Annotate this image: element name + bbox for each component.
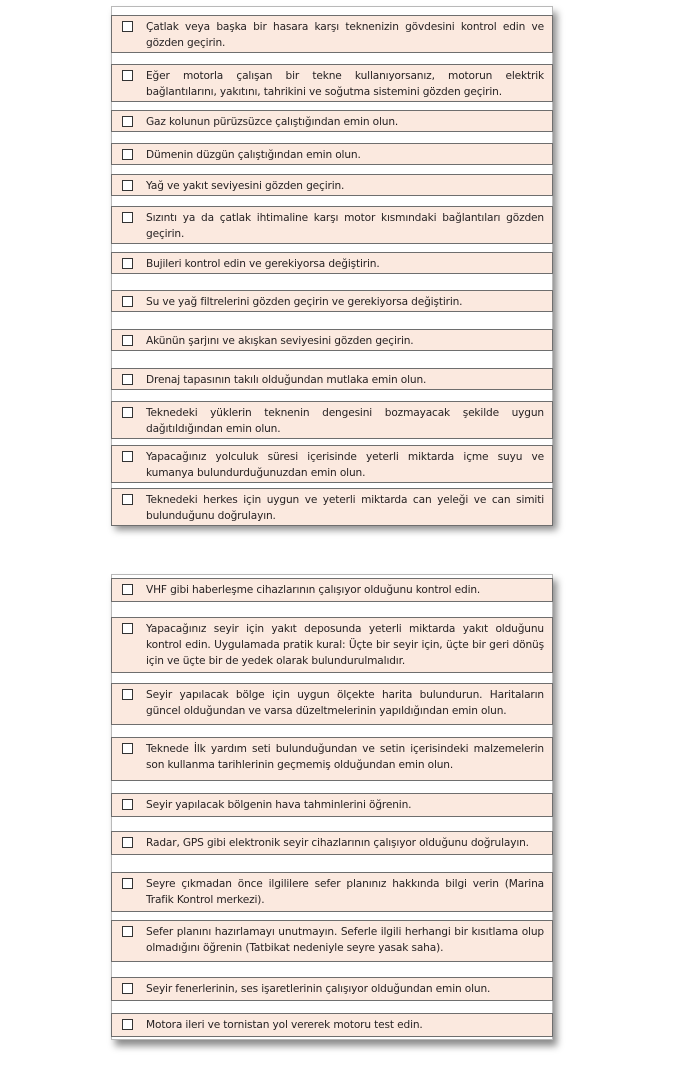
checklist-item[interactable] (111, 143, 553, 165)
checklist-item-text: Teknedeki yüklerin teknenin dengesini bozmayacak şekilde uygun dağıtıldığından emin olun. (146, 407, 544, 435)
checklist-item[interactable] (111, 110, 553, 132)
checklist-item-text: Yapacağınız seyir için yakıt deposunda yeterli miktarda yakıt olduğunu kontrol edin. Uygulamada pratik kural: Üçte bir seyir için, üçte bir geri dönüş için ve üçte bir de yedek olarak bulundurulmalıdır. (146, 623, 544, 667)
checklist-panel-1 (111, 6, 553, 524)
checklist-item[interactable] (111, 445, 553, 483)
checklist-item-text: Gaz kolunun pürüzsüzce çalıştığından emin olun. (146, 116, 399, 128)
checkbox-icon[interactable] (122, 494, 133, 505)
checkbox-icon[interactable] (122, 584, 133, 595)
checkbox-icon[interactable] (122, 451, 133, 462)
checkbox-icon[interactable] (122, 335, 133, 346)
checklist-item[interactable] (111, 368, 553, 390)
checkbox-icon[interactable] (122, 374, 133, 385)
checkbox-icon[interactable] (122, 743, 133, 754)
checklist-item[interactable] (111, 831, 553, 855)
checklist-item-text: Seyir yapılacak bölgenin hava tahminlerini öğrenin. (146, 799, 412, 811)
checklist-item-text: Motora ileri ve tornistan yol vererek motoru test edin. (146, 1019, 423, 1031)
checklist-item-text: Sızıntı ya da çatlak ihtimaline karşı motor kısmındaki bağlantıları gözden geçirin. (146, 212, 544, 240)
checkbox-icon[interactable] (122, 296, 133, 307)
checklist-item-text: Akünün şarjını ve akışkan seviyesini gözden geçirin. (146, 335, 414, 347)
checkbox-icon[interactable] (122, 689, 133, 700)
checklist-item-text: Su ve yağ filtrelerini gözden geçirin ve gerekiyorsa değiştirin. (146, 296, 463, 308)
checklist-item[interactable] (111, 329, 553, 351)
checklist-item-text: Radar, GPS gibi elektronik seyir cihazlarının çalışıyor olduğunu doğrulayın. (146, 837, 529, 849)
checklist-item[interactable] (111, 401, 553, 439)
checkbox-icon[interactable] (122, 149, 133, 160)
checklist-item[interactable] (111, 1013, 553, 1037)
checklist-item[interactable] (111, 64, 553, 102)
checklist-item-text: Yağ ve yakıt seviyesini gözden geçirin. (146, 180, 345, 192)
checklist-item[interactable] (111, 793, 553, 817)
checklist-item-text: Teknedeki herkes için uygun ve yeterli miktarda can yeleği ve can simiti bulunduğunu doğrulayın. (146, 494, 544, 522)
checklist-item[interactable] (111, 290, 553, 312)
checklist-item-text: Sefer planını hazırlamayı unutmayın. Seferle ilgili herhangi bir kısıtlama olup olmadığını öğrenin (Tatbikat nedeniyle seyre yasak saha). (146, 926, 544, 954)
checkbox-icon[interactable] (122, 983, 133, 994)
checklist-item-text: Seyir yapılacak bölge için uygun ölçekte harita bulundurun. Haritaların güncel olduğundan ve varsa düzeltmelerinin yapıldığından emin olun. (146, 689, 544, 717)
checklist-item-text: Eğer motorla çalışan bir tekne kullanıyorsanız, motorun elektrik bağlantılarını, yakıtını, tahrikini ve soğutma sistemini gözden geçirin. (146, 70, 544, 98)
checkbox-icon[interactable] (122, 623, 133, 634)
checklist-item[interactable] (111, 252, 553, 274)
checklist-item[interactable] (111, 578, 553, 602)
checklist-item[interactable] (111, 872, 553, 912)
checkbox-icon[interactable] (122, 926, 133, 937)
checkbox-icon[interactable] (122, 70, 133, 81)
checklist-item-text: Yapacağınız yolculuk süresi içerisinde yeterli miktarda içme suyu ve kumanya bulundurduğunuzdan emin olun. (146, 451, 544, 479)
checklist-item-text: Seyre çıkmadan önce ilgililere sefer planınız hakkında bilgi verin (Marina Trafik Kontrol merkezi). (146, 878, 544, 906)
checklist-item[interactable] (111, 174, 553, 196)
checklist-panel-2 (111, 574, 553, 1040)
checkbox-icon[interactable] (122, 799, 133, 810)
checklist-item[interactable] (111, 15, 553, 53)
checklist-item[interactable] (111, 737, 553, 781)
checklist-item-text: VHF gibi haberleşme cihazlarının çalışıyor olduğunu kontrol edin. (146, 584, 481, 596)
checklist-item[interactable] (111, 920, 553, 962)
checkbox-icon[interactable] (122, 180, 133, 191)
checkbox-icon[interactable] (122, 116, 133, 127)
checkbox-icon[interactable] (122, 878, 133, 889)
checklist-item-text: Bujileri kontrol edin ve gerekiyorsa değiştirin. (146, 258, 380, 270)
checklist-item[interactable] (111, 683, 553, 725)
checklist-item[interactable] (111, 488, 553, 526)
checklist-item[interactable] (111, 206, 553, 244)
checkbox-icon[interactable] (122, 837, 133, 848)
checklist-item-text: Drenaj tapasının takılı olduğundan mutlaka emin olun. (146, 374, 427, 386)
checklist-item[interactable] (111, 617, 553, 673)
checkbox-icon[interactable] (122, 407, 133, 418)
checklist-item-text: Dümenin düzgün çalıştığından emin olun. (146, 149, 361, 161)
checklist-item[interactable] (111, 977, 553, 1001)
checklist-item-text: Çatlak veya başka bir hasara karşı teknenizin gövdesini kontrol edin ve gözden geçirin. (146, 21, 544, 49)
checkbox-icon[interactable] (122, 1019, 133, 1030)
checkbox-icon[interactable] (122, 258, 133, 269)
checklist-item-text: Teknede İlk yardım seti bulunduğundan ve setin içerisindeki malzemelerin son kullanma tarihlerinin geçmemiş olduğundan emin olun. (146, 743, 544, 771)
checklist-item-text: Seyir fenerlerinin, ses işaretlerinin çalışıyor olduğundan emin olun. (146, 983, 491, 995)
checkbox-icon[interactable] (122, 212, 133, 223)
checkbox-icon[interactable] (122, 21, 133, 32)
